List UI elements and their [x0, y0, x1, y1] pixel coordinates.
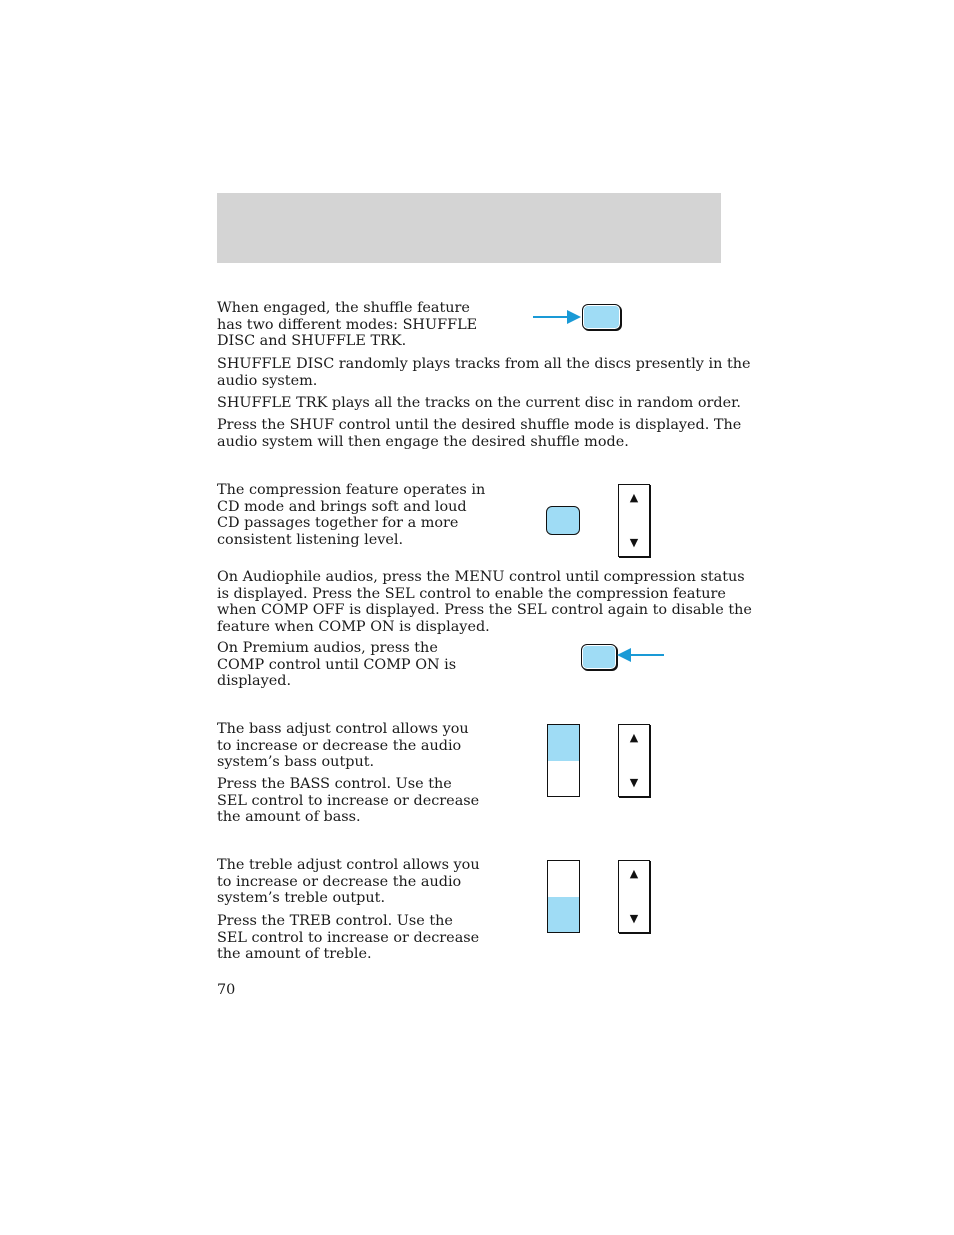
down-arrow-icon[interactable]: ▼ [629, 776, 639, 789]
up-arrow-icon[interactable]: ▲ [629, 491, 639, 504]
compression-intro: The compression feature operates in CD mode and brings soft and loud CD passages together for a more consistent listening level. [217, 482, 486, 548]
shuffle-trk-text: SHUFFLE TRK plays all the tracks on the current disc in random order. [217, 395, 741, 411]
treble-level-indicator [547, 860, 580, 933]
arrow-right-icon [567, 310, 581, 324]
menu-button[interactable] [546, 506, 580, 535]
bass-level-indicator [547, 724, 580, 797]
page-number: 70 [217, 982, 236, 998]
bass-press-text: Press the BASS control. Use the SEL control to increase or decrease the amount of bass. [217, 776, 480, 825]
up-arrow-icon[interactable]: ▲ [629, 731, 639, 744]
compression-audiophile-text: On Audiophile audios, press the MENU control until compression status is displayed. Press the SEL control to enable the compression feature when COMP OFF is displayed. Press the SEL control again to disable the feature when COMP ON is displayed. [217, 569, 752, 635]
bass-sel-updown-control[interactable] [618, 724, 650, 797]
up-arrow-icon[interactable]: ▲ [629, 867, 639, 880]
treble-sel-updown-control[interactable] [618, 860, 650, 933]
down-arrow-icon[interactable]: ▼ [629, 912, 639, 925]
bass-intro: The bass adjust control allows you to increase or decrease the audio system’s bass output. [217, 721, 469, 770]
treble-intro: The treble adjust control allows you to increase or decrease the audio system’s treble output. [217, 857, 480, 906]
shuffle-press-text: Press the SHUF control until the desired shuffle mode is displayed. The audio system will then engage the desired shuffle mode. [217, 417, 742, 450]
treble-press-text: Press the TREB control. Use the SEL control to increase or decrease the amount of treble. [217, 913, 480, 962]
sel-updown-control[interactable] [618, 484, 650, 557]
shuffle-pointer-arrow [533, 316, 571, 318]
shuffle-intro: When engaged, the shuffle feature has two different modes: SHUFFLE DISC and SHUFFLE TRK. [217, 300, 478, 349]
compression-premium-text: On Premium audios, press the COMP control until COMP ON is displayed. [217, 640, 457, 689]
treble-level-fill [548, 897, 579, 933]
shuffle-disc-text: SHUFFLE DISC randomly plays tracks from all the discs presently in the audio system. [217, 356, 751, 389]
bass-level-fill [548, 725, 579, 761]
comp-button[interactable] [581, 644, 617, 670]
section-header-band [217, 193, 721, 263]
comp-pointer-arrow [628, 654, 664, 656]
down-arrow-icon[interactable]: ▼ [629, 536, 639, 549]
shuf-button[interactable] [582, 304, 621, 330]
